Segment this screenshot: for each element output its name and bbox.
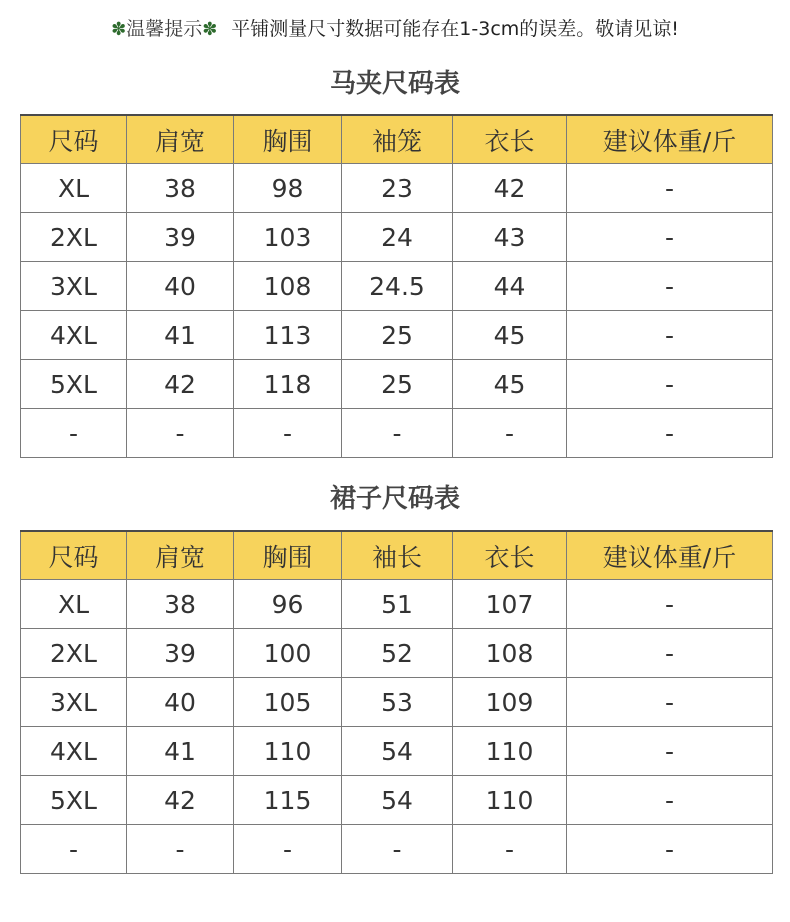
table-cell: - <box>567 580 773 629</box>
column-header: 衣长 <box>453 115 567 164</box>
table-cell: - <box>567 776 773 825</box>
column-header: 胸围 <box>234 531 342 580</box>
table-cell: 38 <box>127 164 234 213</box>
table-cell: - <box>453 409 567 458</box>
table-cell: - <box>234 825 342 874</box>
table-cell: 45 <box>453 360 567 409</box>
table-cell: - <box>567 409 773 458</box>
table-cell: - <box>567 678 773 727</box>
table-cell: 54 <box>342 727 453 776</box>
column-header: 尺码 <box>21 115 127 164</box>
table-cell: 3XL <box>21 678 127 727</box>
column-header: 胸围 <box>234 115 342 164</box>
table-cell: - <box>342 825 453 874</box>
table-cell: - <box>567 262 773 311</box>
table-cell: - <box>567 311 773 360</box>
table-row <box>21 360 773 409</box>
table-cell: 118 <box>234 360 342 409</box>
table-cell: 51 <box>342 580 453 629</box>
flower-icon: ✽ <box>202 19 218 40</box>
table-cell: 41 <box>127 311 234 360</box>
table-cell: 5XL <box>21 776 127 825</box>
table-row <box>21 727 773 776</box>
table-cell: - <box>342 409 453 458</box>
table-cell: 110 <box>453 776 567 825</box>
notice-label: 温馨提示 <box>126 18 203 40</box>
column-header: 尺码 <box>21 531 127 580</box>
table-row <box>21 776 773 825</box>
table-cell: 103 <box>234 213 342 262</box>
table-cell: XL <box>21 580 127 629</box>
notice-text: 平铺测量尺寸数据可能存在1-3cm的误差。敬请见谅! <box>231 18 679 40</box>
size-table <box>20 114 773 458</box>
table-cell: 42 <box>127 776 234 825</box>
table-cell: 42 <box>127 360 234 409</box>
table-cell: 107 <box>453 580 567 629</box>
size-table <box>20 530 773 874</box>
flower-icon: ✽ <box>111 19 127 40</box>
column-header: 袖长 <box>342 531 453 580</box>
table-row <box>21 262 773 311</box>
table-cell: - <box>127 409 234 458</box>
table-header-row <box>21 531 773 580</box>
table-cell: 53 <box>342 678 453 727</box>
table-cell: XL <box>21 164 127 213</box>
table-cell: - <box>234 409 342 458</box>
table-cell: - <box>127 825 234 874</box>
column-header: 建议体重/斤 <box>567 115 773 164</box>
table-cell: 108 <box>453 629 567 678</box>
table-cell: 25 <box>342 360 453 409</box>
table-cell: 42 <box>453 164 567 213</box>
column-header: 袖笼 <box>342 115 453 164</box>
table-row <box>21 678 773 727</box>
table-cell: 52 <box>342 629 453 678</box>
table-cell: 2XL <box>21 213 127 262</box>
table-cell: 110 <box>234 727 342 776</box>
table-row <box>21 825 773 874</box>
table-cell: 40 <box>127 262 234 311</box>
table-cell: 44 <box>453 262 567 311</box>
table-cell: 5XL <box>21 360 127 409</box>
table-cell: 109 <box>453 678 567 727</box>
table-cell: - <box>567 360 773 409</box>
table-cell: 115 <box>234 776 342 825</box>
table-cell: 39 <box>127 629 234 678</box>
table-cell: 3XL <box>21 262 127 311</box>
table-row <box>21 629 773 678</box>
table-cell: 100 <box>234 629 342 678</box>
column-header: 肩宽 <box>127 115 234 164</box>
table-cell: 4XL <box>21 311 127 360</box>
table-row <box>21 409 773 458</box>
table-cell: - <box>567 164 773 213</box>
table-cell: 45 <box>453 311 567 360</box>
table-cell: 105 <box>234 678 342 727</box>
table-cell: - <box>21 409 127 458</box>
table-row <box>21 213 773 262</box>
table-cell: 38 <box>127 580 234 629</box>
table-cell: - <box>567 629 773 678</box>
table-cell: 23 <box>342 164 453 213</box>
section-title: 马夹尺码表 <box>329 69 460 99</box>
table-cell: 2XL <box>21 629 127 678</box>
table-cell: 24 <box>342 213 453 262</box>
table-row <box>21 311 773 360</box>
table-row <box>21 580 773 629</box>
table-cell: - <box>567 727 773 776</box>
table-cell: 39 <box>127 213 234 262</box>
table-cell: 108 <box>234 262 342 311</box>
table-cell: - <box>21 825 127 874</box>
table-cell: 41 <box>127 727 234 776</box>
table-header-row <box>21 115 773 164</box>
column-header: 衣长 <box>453 531 567 580</box>
section-title: 裙子尺码表 <box>329 484 460 514</box>
column-header: 建议体重/斤 <box>567 531 773 580</box>
table-cell: 43 <box>453 213 567 262</box>
table-cell: 4XL <box>21 727 127 776</box>
table-cell: 98 <box>234 164 342 213</box>
table-row <box>21 164 773 213</box>
table-cell: 24.5 <box>342 262 453 311</box>
table-cell: 25 <box>342 311 453 360</box>
table-cell: 54 <box>342 776 453 825</box>
table-cell: 40 <box>127 678 234 727</box>
column-header: 肩宽 <box>127 531 234 580</box>
table-cell: - <box>453 825 567 874</box>
size-notice <box>0 14 790 45</box>
table-cell: 110 <box>453 727 567 776</box>
table-cell: - <box>567 213 773 262</box>
table-cell: 96 <box>234 580 342 629</box>
table-cell: 113 <box>234 311 342 360</box>
table-cell: - <box>567 825 773 874</box>
